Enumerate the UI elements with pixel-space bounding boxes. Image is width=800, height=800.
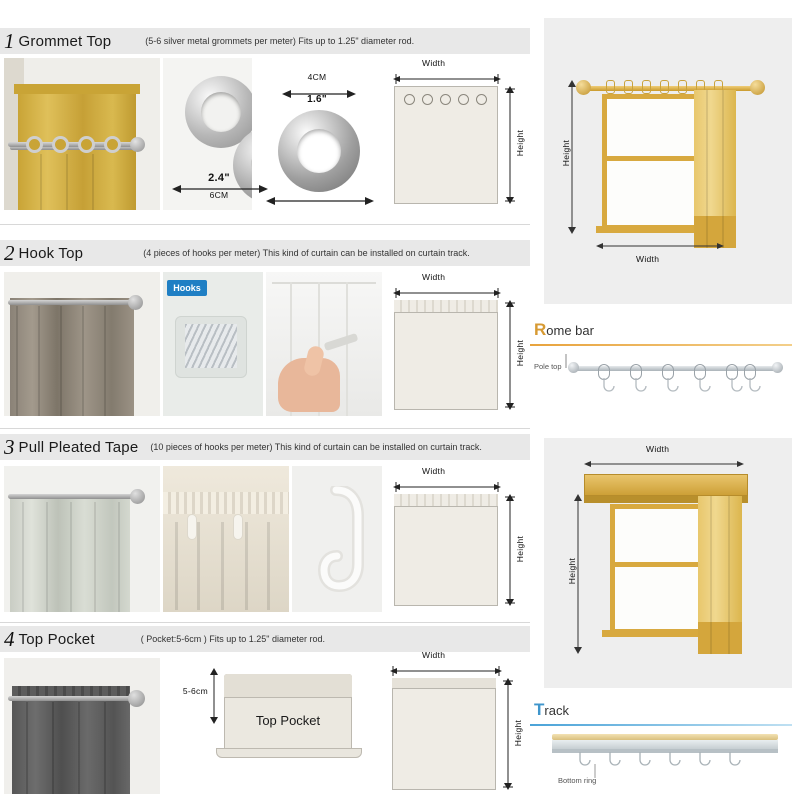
pleat-hook-photo bbox=[292, 466, 382, 612]
valance-window-panel bbox=[544, 438, 792, 688]
pocket-curtain-photo bbox=[4, 658, 160, 794]
grommet-measure-diagram bbox=[388, 58, 530, 210]
section-2-title: Hook Top bbox=[18, 244, 84, 262]
top-pocket-text: Top Pocket bbox=[255, 712, 321, 728]
section-4-note: ( Pocket:5-6cm ) Fits up to 1.25" diameter rod. bbox=[140, 634, 325, 644]
right-height-label-2: Height bbox=[567, 557, 577, 585]
hooks-badge-label: Hooks bbox=[173, 283, 201, 293]
ring-outer-cm-label: 6CM bbox=[209, 190, 229, 200]
ring-inner-cm-label: 4CM bbox=[307, 72, 327, 82]
width-label-3: Width bbox=[422, 466, 446, 476]
section-3-number: 3 bbox=[4, 434, 15, 459]
top-pocket-diagram bbox=[182, 664, 376, 764]
section-2-note: (4 pieces of hooks per meter) This kind of curtain can be installed on curtain track. bbox=[143, 248, 470, 258]
pleat-tape-photo bbox=[163, 466, 289, 612]
right-width-label-1: Width bbox=[636, 254, 660, 264]
ring-outer-in-label: 2.4" bbox=[208, 172, 230, 184]
section-3-note: (10 pieces of hooks per meter) This kind of curtain can be installed on curtain track. bbox=[150, 442, 482, 452]
hooks-product-photo bbox=[163, 272, 263, 416]
section-1-title: Grommet Top bbox=[18, 32, 112, 50]
width-label-4: Width bbox=[422, 650, 446, 660]
pocket-measure-diagram bbox=[380, 650, 530, 796]
track-panel bbox=[530, 698, 792, 790]
hook-curtain-photo bbox=[4, 272, 160, 416]
section-2-header bbox=[0, 240, 530, 266]
section-3-header bbox=[0, 434, 530, 460]
track-title-rest: rack bbox=[544, 703, 569, 718]
rod-window-panel bbox=[544, 18, 792, 304]
width-label-1: Width bbox=[422, 58, 446, 68]
grommet-ring-dimensions bbox=[252, 58, 382, 210]
top-pocket-label bbox=[224, 708, 352, 732]
height-label-4: Height bbox=[513, 719, 523, 747]
section-3-title: Pull Pleated Tape bbox=[18, 438, 139, 456]
right-width-label-2: Width bbox=[646, 444, 670, 454]
hook-install-photo bbox=[266, 272, 382, 416]
track-title-first: T bbox=[534, 700, 545, 719]
hook-measure-diagram bbox=[388, 272, 530, 416]
pleat-measure-diagram bbox=[388, 466, 530, 612]
section-4-number: 4 bbox=[4, 626, 15, 651]
rome-bar-title-first: R bbox=[534, 320, 547, 339]
pocket-size-label: 5-6cm bbox=[182, 686, 208, 696]
section-2-number: 2 bbox=[4, 240, 15, 265]
width-label-2: Width bbox=[422, 272, 446, 282]
section-1-note: (5-6 silver metal grommets per meter) Fits up to 1.25" diameter rod. bbox=[145, 36, 415, 46]
section-4-title: Top Pocket bbox=[18, 630, 95, 648]
right-height-label-1: Height bbox=[561, 139, 571, 167]
section-1-header bbox=[0, 28, 530, 54]
section-1-number: 1 bbox=[4, 28, 15, 53]
height-label-1: Height bbox=[515, 129, 525, 157]
bottom-ring-label: Bottom ring bbox=[558, 776, 597, 785]
height-label-2: Height bbox=[515, 339, 525, 367]
section-4-header bbox=[0, 626, 530, 652]
grommet-curtain-photo bbox=[4, 58, 160, 210]
ring-inner-in-label: 1.6" bbox=[307, 94, 327, 105]
pole-top-label: Pole top bbox=[534, 362, 562, 371]
pleated-curtain-photo bbox=[4, 466, 160, 612]
rome-bar-panel bbox=[530, 318, 792, 420]
height-label-3: Height bbox=[515, 535, 525, 563]
rome-bar-title-rest: ome bar bbox=[546, 323, 594, 338]
